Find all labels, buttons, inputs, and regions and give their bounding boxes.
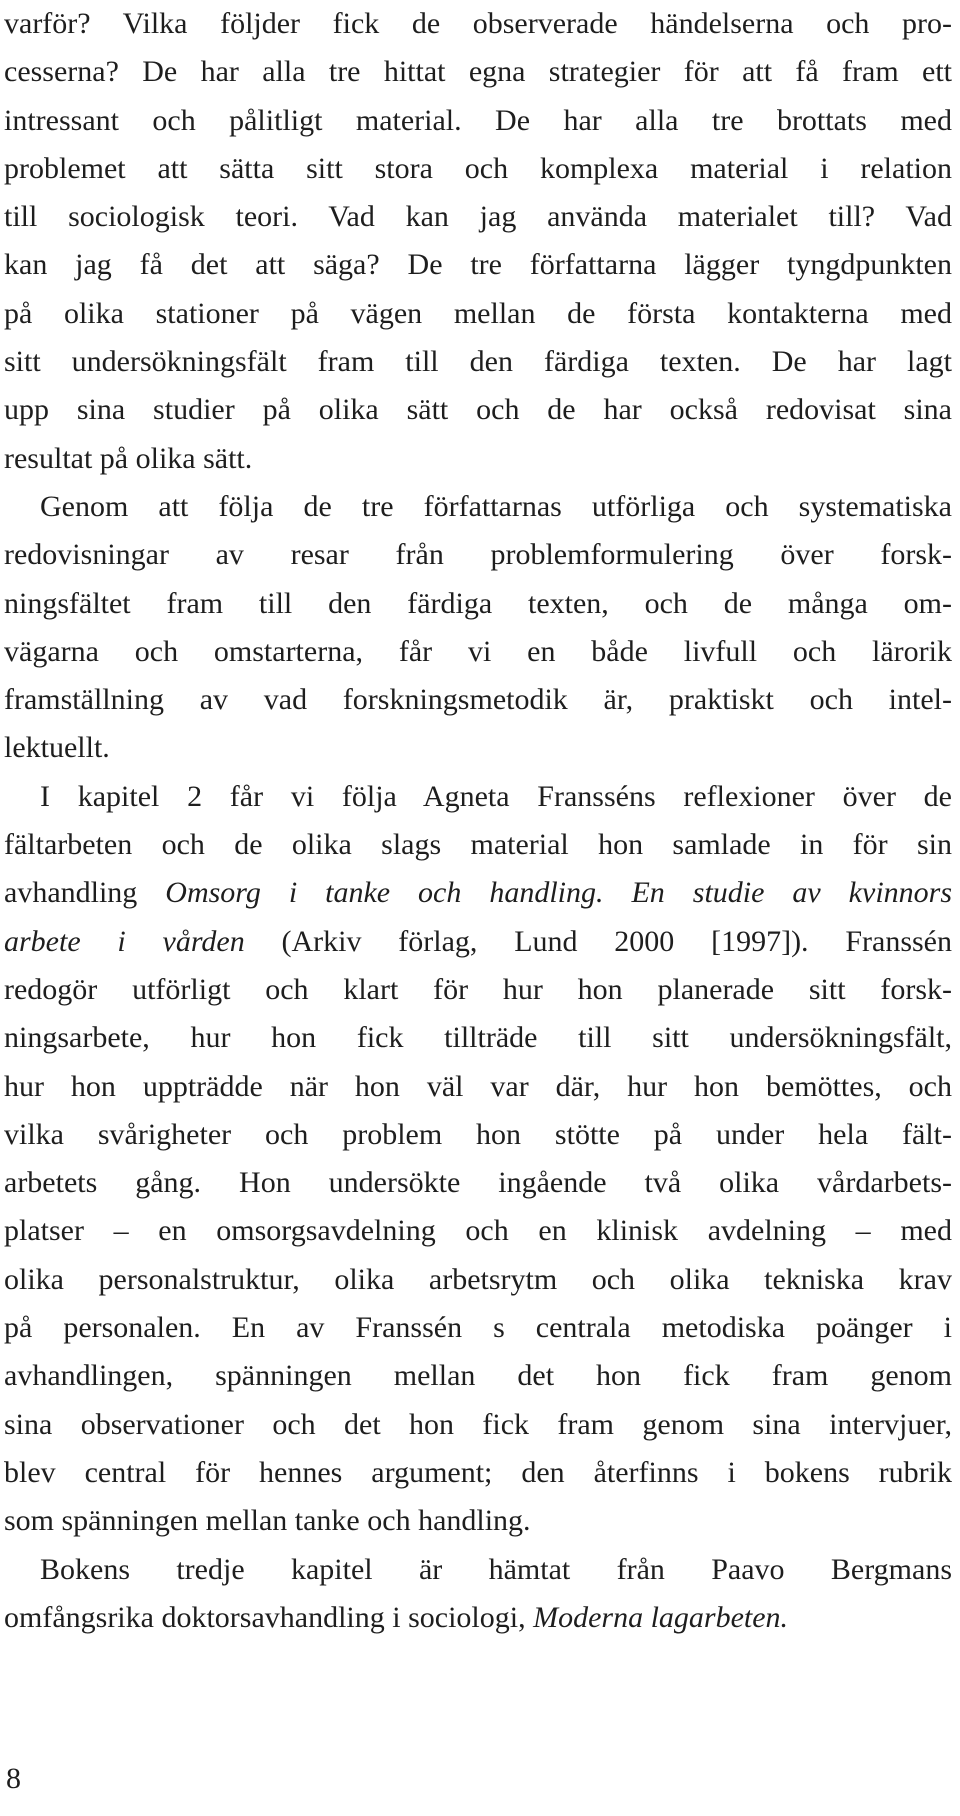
text-line: sitt undersökningsfält fram till den färdiga texten. De har lagt — [4, 345, 952, 379]
text-line: arbetets gång. Hon undersökte ingående två olika vårdarbets- — [4, 1166, 952, 1200]
text-line: upp sina studier på olika sätt och de har också redovisat sina — [4, 393, 952, 427]
text-line: resultat på olika sätt. — [4, 441, 253, 475]
text-line: problemet att sätta sitt stora och komplexa material i relation — [4, 151, 952, 185]
text-line: vägarna och omstarterna, får vi en både livfull och lärorik — [4, 634, 952, 668]
text-line: blev central för hennes argument; den återfinns i bokens rubrik — [4, 1455, 952, 1489]
text-line: som spänningen mellan tanke och handling. — [4, 1504, 531, 1538]
text-line: varför? Vilka följder fick de observerade händelserna och pro- — [4, 7, 952, 40]
text-run: avhandling — [4, 876, 166, 910]
text-line — [4, 869, 952, 917]
paragraph-2 — [4, 483, 952, 773]
paragraph-4 — [4, 1546, 952, 1643]
paragraph-1 — [4, 0, 952, 483]
text-line: på personalen. En av Franssén s centrala metodiska poänger i — [4, 1311, 952, 1345]
book-title-italic: Moderna lagarbeten. — [533, 1600, 789, 1634]
text-line: avhandlingen, spänningen mellan det hon fick fram genom — [4, 1359, 952, 1393]
text-line: ningsfältet fram till den färdiga texten, och de många om- — [4, 586, 952, 620]
paragraph-3 — [4, 773, 952, 1546]
text-line: sina observationer och det hon fick fram genom sina intervjuer, — [4, 1407, 952, 1441]
text-line: redovisningar av resar från problemformulering över forsk- — [4, 538, 952, 572]
page-number: 8 — [6, 1762, 21, 1795]
book-title-italic: Omsorg i tanke och handling. En studie av kvinnors — [165, 876, 952, 910]
text-line: Bokens tredje kapitel är hämtat från Paavo Bergmans — [40, 1552, 952, 1586]
text-line: ningsarbete, hur hon fick tillträde till sitt undersökningsfält, — [4, 1021, 952, 1055]
text-line: hur hon uppträdde när hon väl var där, hur hon bemöttes, och — [4, 1069, 952, 1103]
text-run: omfångsrika doktorsavhandling i sociologi, — [4, 1600, 534, 1634]
text-line: redogör utförligt och klart för hur hon planerade sitt forsk- — [4, 972, 952, 1006]
book-title-italic: arbete i vården — [4, 924, 245, 958]
text-line: Genom att följa de tre författarnas utförliga och systematiska — [40, 489, 952, 523]
text-line: olika personalstruktur, olika arbetsrytm och olika tekniska krav — [4, 1262, 952, 1296]
text-line: vilka svårigheter och problem hon stötte på under hela fält- — [4, 1117, 952, 1151]
text-line: fältarbeten och de olika slags material hon samlade in för sin — [4, 828, 952, 862]
text-line — [4, 1594, 952, 1642]
text-line: framställning av vad forskningsmetodik är, praktiskt och intel- — [4, 683, 952, 717]
text-line: platser – en omsorgsavdelning och en klinisk avdelning – med — [4, 1214, 952, 1248]
text-line: till sociologisk teori. Vad kan jag använda materialet till? Vad — [4, 200, 952, 234]
text-line: intressant och pålitligt material. De har alla tre brottats med — [4, 103, 952, 137]
text-line: lektuellt. — [4, 731, 110, 765]
body-text — [4, 0, 952, 1642]
text-line — [4, 918, 952, 966]
text-line: på olika stationer på vägen mellan de första kontakterna med — [4, 296, 952, 330]
text-run: (Arkiv förlag, Lund 2000 [1997]). Franssén — [244, 924, 952, 958]
text-line: kan jag få det att säga? De tre författarna lägger tyngdpunkten — [4, 248, 952, 282]
text-line: cesserna? De har alla tre hittat egna strategier för att få fram ett — [4, 55, 952, 89]
text-line: I kapitel 2 får vi följa Agneta Fransséns reflexioner över de — [40, 779, 952, 813]
